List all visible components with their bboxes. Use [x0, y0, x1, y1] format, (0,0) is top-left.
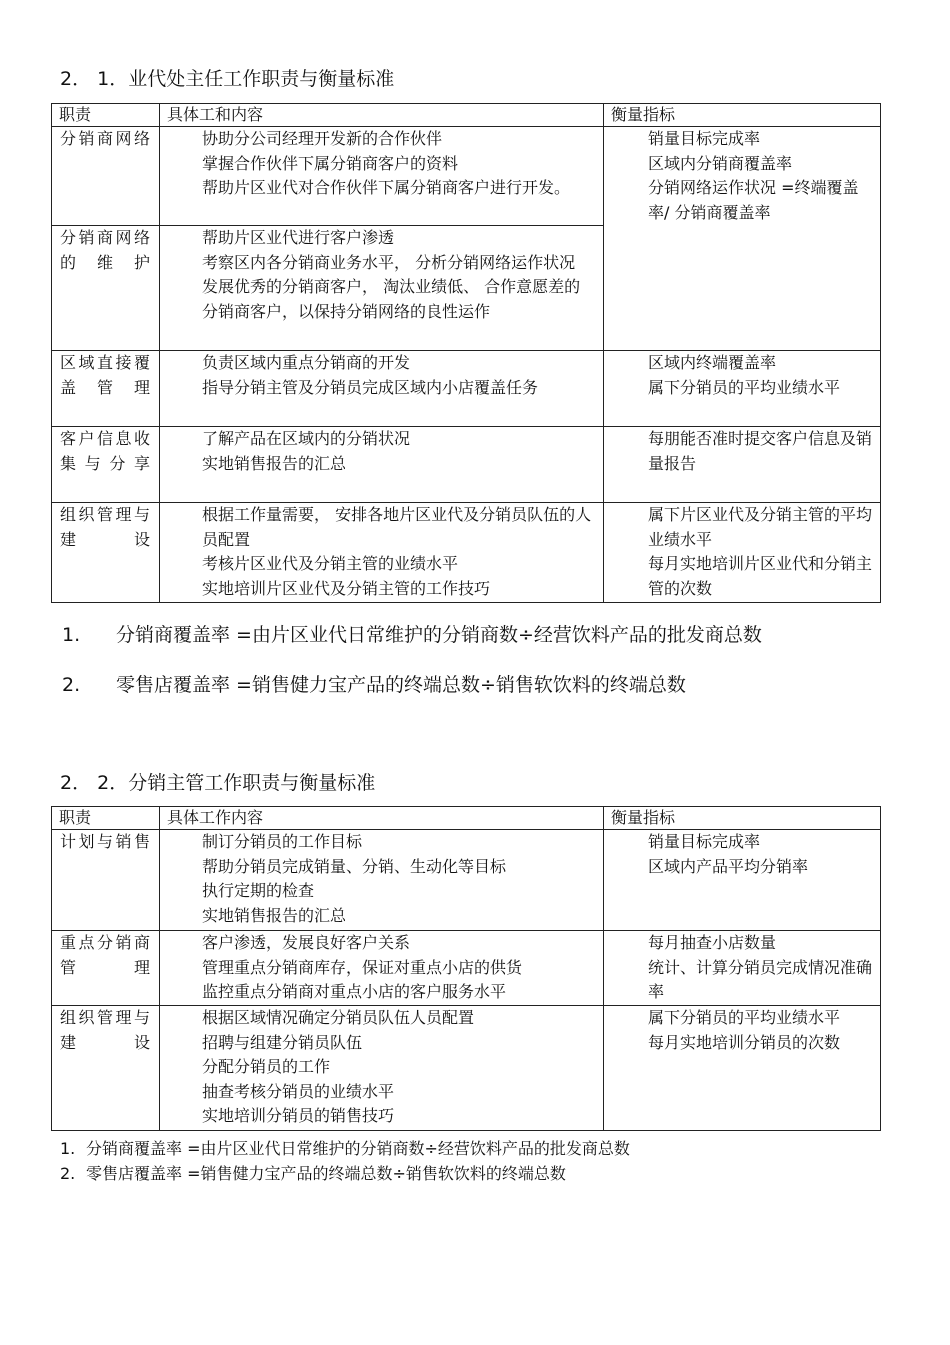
- content-line: 协助分公司经理开发新的合作伙伴: [202, 129, 443, 148]
- metric-cell: [604, 1006, 881, 1131]
- table-row: [52, 931, 881, 1006]
- metric-line: 每月实地培训片区业代和分销主管的次数: [648, 554, 873, 598]
- footnote-text: 分销商覆盖率 =由片区业代日常维护的分销商数÷经营饮料产品的批发商总数: [86, 1139, 630, 1158]
- header-cell-duty: 职责: [52, 807, 160, 830]
- content-line: 帮助分销员完成销量、分销、生动化等目标: [202, 856, 507, 876]
- metric-cell: [604, 351, 881, 427]
- metric-line: 属下片区业代及分销主管的平均业绩水平: [648, 505, 873, 549]
- content-cell: [160, 830, 604, 931]
- table-row: [52, 127, 881, 226]
- duty-cell: 计划与销售: [52, 830, 160, 931]
- footnote-number: 1.: [60, 1139, 76, 1158]
- header-cell-metric: 衡量指标: [604, 104, 881, 127]
- section-title: 2． 1．业代处主任工作职责与衡量标准: [60, 68, 395, 90]
- footnote-number: 2.: [60, 1164, 76, 1183]
- header-cell-metric: 衡量指标: [604, 807, 881, 830]
- content-cell: [160, 427, 604, 503]
- content-line: 制订分销员的工作目标: [202, 832, 363, 851]
- duty-cell: 分销商网络的维护: [52, 226, 160, 351]
- footnote-text: 零售店覆盖率 =销售健力宝产品的终端总数÷销售软饮料的终端总数: [86, 1164, 566, 1183]
- content-line: 执行定期的检查: [202, 881, 315, 900]
- content-line: 招聘与组建分销员队伍: [202, 1032, 363, 1052]
- content-line: 实地销售报告的汇总: [202, 905, 347, 925]
- content-line: 实地培训分销员的销售技巧: [202, 1106, 395, 1125]
- metric-line: 销量目标完成率: [648, 832, 761, 851]
- metric-cell: [604, 830, 881, 931]
- duty-cell: 区域直接覆盖管理: [52, 351, 160, 427]
- table-row: [52, 351, 881, 427]
- metric-line: 每月实地培训分销员的次数: [648, 1032, 841, 1052]
- table-row: [52, 427, 881, 503]
- content-cell: [160, 1006, 604, 1131]
- metric-line: 统计、计算分销员完成情况准确率: [648, 957, 873, 1001]
- footnote: [62, 620, 762, 647]
- content-line: 监控重点分销商对重点小店的客户服务水平: [202, 982, 507, 1001]
- content-line: 掌握合作伙伴下属分销商客户的资料: [202, 153, 459, 173]
- metric-line: 每朋能否准时提交客户信息及销量报告: [648, 429, 873, 473]
- content-line: 分配分销员的工作: [202, 1057, 331, 1076]
- content-line: 考核片区业代及分销主管的业绩水平: [202, 554, 459, 573]
- metric-line: 属下分销员的平均业绩水平: [648, 1008, 841, 1027]
- footnote: [62, 670, 686, 697]
- duty-cell: 分销商网络: [52, 127, 160, 226]
- metric-cell: [604, 127, 881, 351]
- content-line: 考察区内各分销商业务水平， 分析分销网络运作状况: [202, 252, 576, 272]
- duty-cell: 组织管理与建设: [52, 503, 160, 603]
- content-cell: [160, 351, 604, 427]
- content-line: 管理重点分销商库存，保证对重点小店的供货: [202, 957, 523, 977]
- content-line: 了解产品在区域内的分销状况: [202, 429, 411, 448]
- content-line: 实地销售报告的汇总: [202, 453, 347, 473]
- content-line: 发展优秀的分销商客户， 淘汰业绩低、 合作意愿差的分销商客户，以保持分销网络的良性运作: [202, 277, 581, 321]
- duty-table: [51, 103, 881, 603]
- section-title: 2． 2．分销主管工作职责与衡量标准: [60, 772, 376, 794]
- footnote: [60, 1161, 566, 1184]
- table-header-row: [52, 807, 881, 830]
- footnote-number: 1.: [62, 624, 81, 646]
- header-cell-content: 具体工和内容: [160, 104, 604, 127]
- table-row: [52, 1006, 881, 1131]
- header-cell-duty: 职责: [52, 104, 160, 127]
- duty-cell: 组织管理与建设: [52, 1006, 160, 1131]
- footnote-text: 零售店覆盖率 =销售健力宝产品的终端总数÷销售软饮料的终端总数: [116, 674, 686, 696]
- duty-cell: 重点分销商管理: [52, 931, 160, 1006]
- content-cell: [160, 503, 604, 603]
- footnote-text: 分销商覆盖率 =由片区业代日常维护的分销商数÷经营饮料产品的批发商总数: [116, 624, 762, 646]
- content-line: 根据区域情况确定分销员队伍人员配置: [202, 1008, 475, 1027]
- table-row: [52, 830, 881, 931]
- content-line: 帮助片区业代对合作伙伴下属分销商客户进行开发。: [202, 178, 571, 197]
- content-line: 抽查考核分销员的业绩水平: [202, 1081, 395, 1101]
- content-line: 指导分销主管及分销员完成区域内小店覆盖任务: [202, 377, 539, 397]
- content-line: 根据工作量需要， 安排各地片区业代及分销员队伍的人员配置: [202, 505, 592, 549]
- table-row: [52, 503, 881, 603]
- metric-line: 属下分销员的平均业绩水平: [648, 377, 841, 397]
- metric-line: 每月抽查小店数量: [648, 933, 777, 952]
- content-line: 帮助片区业代进行客户渗透: [202, 228, 395, 247]
- metric-cell: [604, 503, 881, 603]
- metric-line: 区域内产品平均分销率: [648, 856, 809, 876]
- content-cell: [160, 226, 604, 351]
- footnote: [60, 1136, 630, 1159]
- content-line: 实地培训片区业代及分销主管的工作技巧: [202, 578, 491, 598]
- metric-line: 区域内终端覆盖率: [648, 353, 777, 372]
- content-line: 客户渗透，发展良好客户关系: [202, 933, 411, 952]
- content-line: 负责区域内重点分销商的开发: [202, 353, 411, 372]
- header-cell-content: 具体工作内容: [160, 807, 604, 830]
- duty-table: [51, 806, 881, 1131]
- content-cell: [160, 127, 604, 226]
- table-header-row: [52, 104, 881, 127]
- duty-cell: 客户信息收集与分享: [52, 427, 160, 503]
- metric-cell: [604, 931, 881, 1006]
- content-cell: [160, 931, 604, 1006]
- metric-line: 销量目标完成率: [648, 129, 761, 148]
- metric-line: 区域内分销商覆盖率: [648, 153, 793, 173]
- footnote-number: 2.: [62, 674, 81, 696]
- metric-cell: [604, 427, 881, 503]
- metric-line: 分销网络运作状况 =终端覆盖率/ 分销商覆盖率: [648, 178, 859, 222]
